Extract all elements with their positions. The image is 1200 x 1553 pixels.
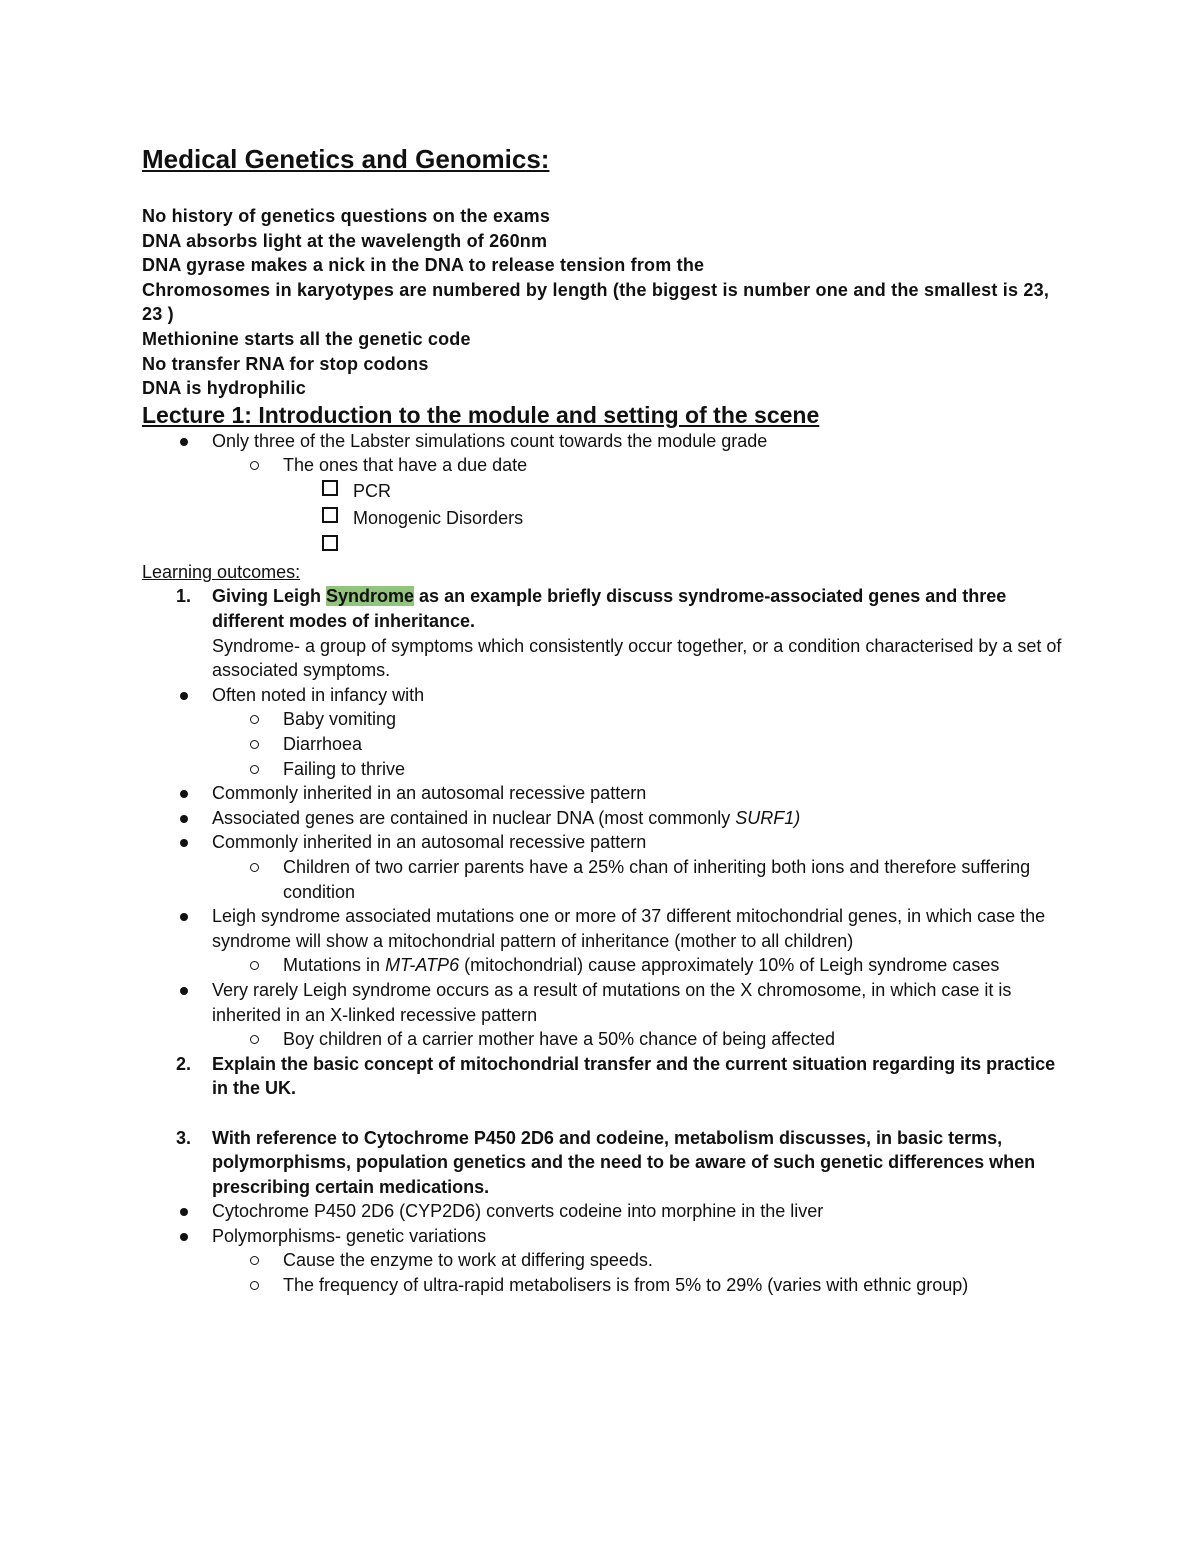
bullet-icon (180, 692, 188, 700)
fact-line: DNA absorbs light at the wavelength of 260nm (142, 230, 548, 251)
fact-line: DNA is hydrophilic (142, 378, 306, 399)
list-item (142, 429, 1062, 454)
circle-bullet-icon (250, 1035, 259, 1044)
list-item-text: Failing to thrive (283, 758, 406, 779)
checklist-item[interactable] (142, 505, 1062, 533)
spacer (142, 1101, 1062, 1126)
fact-line: No history of genetics questions on the exams (142, 206, 551, 226)
checklist-item-text (353, 536, 358, 556)
bullet-icon (180, 913, 188, 921)
list-item-text: Cause the enzyme to work at differing speeds. (283, 1250, 653, 1271)
list-item-text: Mutations in (283, 955, 386, 976)
learning-outcomes-label: Learning outcomes: (142, 562, 301, 583)
outcome-text: Explain the basic concept of mitochondrial transfer and the current situation regarding its practice in the UK. (212, 1053, 1056, 1099)
checkbox-icon[interactable] (322, 507, 338, 523)
list-item-text: Very rarely Leigh syndrome occurs as a result of mutations on the X chromosome, in which case it is inherited in an X-linked recessive pattern (212, 979, 1012, 1025)
circle-bullet-icon (250, 1256, 259, 1265)
circle-bullet-icon (250, 1281, 259, 1290)
list-item (142, 732, 1062, 757)
list-item (142, 830, 1062, 855)
bullet-icon (180, 438, 188, 446)
document-page (142, 142, 1062, 1298)
circle-bullet-icon (250, 863, 259, 872)
list-item (142, 1199, 1062, 1224)
bullet-icon (180, 1233, 188, 1241)
facts-list (142, 204, 1062, 401)
checklist-item[interactable] (142, 533, 1062, 561)
list-item (142, 683, 1062, 708)
list-item (142, 1273, 1062, 1298)
list-item-text: Diarrhoea (283, 734, 363, 754)
list-item-text: Only three of the Labster simulations count towards the module grade (212, 430, 768, 451)
list-item-text: Often noted in infancy with (212, 684, 425, 705)
list-item (142, 855, 1062, 904)
list-item-text: Commonly inherited in an autosomal recessive pattern (212, 783, 647, 804)
outcome-text-start: Giving Leigh (212, 586, 327, 607)
circle-bullet-icon (250, 961, 259, 970)
list-item-text: Cytochrome P450 2D6 (CYP2D6) converts codeine into morphine in the liver (212, 1201, 824, 1222)
list-item-text: Boy children of a carrier mother have a 50% chance of being affected (283, 1029, 835, 1050)
outcome-text-end: as an example briefly discuss syndrome-associated genes and three different modes of inheritance. (212, 586, 1007, 632)
list-item (142, 953, 1062, 978)
list-item-text: Polymorphisms- genetic variations (212, 1225, 487, 1246)
numbered-item (142, 1126, 1062, 1200)
list-item (142, 806, 1062, 831)
list-item (142, 707, 1062, 732)
checkbox-icon[interactable] (322, 480, 338, 496)
list-item-text: Baby vomiting (283, 709, 397, 730)
checklist-item-text: Monogenic Disorders (353, 508, 524, 529)
highlighted-word: Syndrome (326, 586, 415, 607)
fact-line: Chromosomes in karyotypes are numbered by length (the biggest is number one and the smallest is 23, 23 ) (142, 279, 1050, 325)
outcome-text: With reference to Cytochrome P450 2D6 and codeine, metabolism discusses, in basic terms, polymorphisms, population genetics and the need to be aware of such genetic differences when prescribing certain medications. (212, 1127, 1036, 1197)
list-item (142, 757, 1062, 782)
list-item (142, 1248, 1062, 1273)
list-item-text: (mitochondrial) cause approximately 10% of Leigh syndrome cases (459, 955, 1000, 976)
list-item (142, 453, 1062, 478)
circle-bullet-icon (250, 765, 259, 774)
item-number: 2. (176, 1053, 192, 1074)
bullet-icon (180, 815, 188, 823)
numbered-item (142, 1052, 1062, 1101)
definition-text: Syndrome- a group of symptoms which consistently occur together, or a condition characterised by a set of associated symptoms. (212, 635, 1062, 681)
fact-line: No transfer RNA for stop codons (142, 353, 429, 374)
list-item (142, 781, 1062, 806)
list-item (142, 904, 1062, 953)
circle-bullet-icon (250, 715, 259, 724)
checkbox-icon[interactable] (322, 535, 338, 551)
circle-bullet-icon (250, 461, 259, 470)
checklist-item[interactable] (142, 478, 1062, 506)
list-item (142, 1027, 1062, 1052)
list-item-text: The ones that have a due date (283, 455, 528, 476)
numbered-item (142, 584, 1062, 633)
fact-line: DNA gyrase makes a nick in the DNA to release tension from the (142, 255, 705, 276)
bullet-icon (180, 839, 188, 847)
bullet-icon (180, 1208, 188, 1216)
item-number: 1. (176, 586, 192, 607)
gene-name: SURF1) (735, 807, 801, 828)
list-item-text: The frequency of ultra-rapid metabolisers is from 5% to 29% (varies with ethnic group) (283, 1275, 969, 1296)
circle-bullet-icon (250, 740, 259, 749)
checklist-item-text: PCR (353, 480, 392, 501)
list-item (142, 978, 1062, 1027)
gene-name: MT-ATP6 (385, 955, 460, 976)
list-item-text: Children of two carrier parents have a 25% chan of inheriting both ions and therefore suffering condition (283, 856, 1031, 902)
lecture-heading: Lecture 1: Introduction to the module and setting of the scene (142, 401, 820, 428)
list-item (142, 1224, 1062, 1249)
fact-line: Methionine starts all the genetic code (142, 328, 471, 349)
list-item-text: Leigh syndrome associated mutations one or more of 37 different mitochondrial genes, in which case the syndrome will show a mitochondrial pattern of inheritance (mother to all children) (212, 906, 1046, 951)
bullet-icon (180, 790, 188, 798)
bullet-icon (180, 987, 188, 995)
page-title: Medical Genetics and Genomics: (142, 144, 550, 174)
list-item-text: Commonly inherited in an autosomal recessive pattern (212, 832, 647, 853)
list-item-text: Associated genes are contained in nuclear DNA (most commonly (212, 807, 736, 828)
item-number: 3. (176, 1127, 192, 1148)
